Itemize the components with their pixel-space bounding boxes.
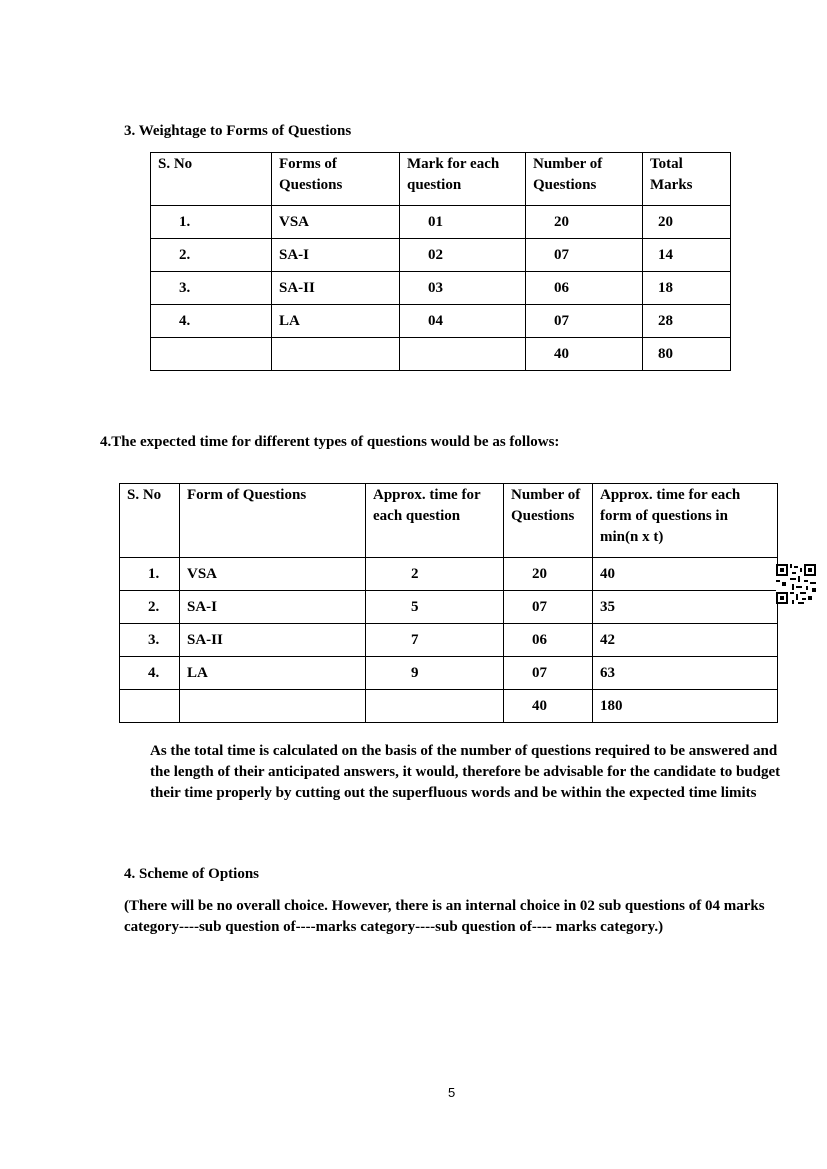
cell: SA-I [180, 591, 366, 624]
section-3-heading: 3. Weightage to Forms of Questions [124, 123, 352, 139]
cell: 180 [593, 690, 778, 723]
cell: 2 [366, 558, 504, 591]
cell: 63 [593, 657, 778, 690]
table-row [120, 690, 778, 723]
cell: 20 [504, 558, 593, 591]
cell: 06 [504, 624, 593, 657]
col-header: Mark for each question [400, 153, 526, 206]
cell [180, 690, 366, 723]
cell: 07 [526, 239, 643, 272]
cell: 20 [526, 206, 643, 239]
cell: VSA [272, 206, 400, 239]
col-header: S. No [120, 484, 180, 558]
table-row [151, 206, 731, 239]
col-header: Number of Questions [526, 153, 643, 206]
table-header-row [151, 153, 731, 206]
cell: 4. [151, 305, 272, 338]
table-row [120, 591, 778, 624]
options-text: (There will be no overall choice. However, there is an internal choice in 02 sub questions of 04 marks category----sub question of----marks category----sub question of---- marks category.) [124, 898, 765, 935]
cell: SA-II [272, 272, 400, 305]
cell: VSA [180, 558, 366, 591]
cell: LA [180, 657, 366, 690]
cell: 07 [526, 305, 643, 338]
col-header: Approx. time for each form of questions in min(n x t) [593, 484, 778, 558]
cell: 9 [366, 657, 504, 690]
col-header: Total Marks [643, 153, 731, 206]
cell: 80 [643, 338, 731, 371]
table-row [120, 624, 778, 657]
cell: 3. [120, 624, 180, 657]
cell: SA-II [180, 624, 366, 657]
table-row [151, 272, 731, 305]
cell: 7 [366, 624, 504, 657]
cell: 14 [643, 239, 731, 272]
cell [272, 338, 400, 371]
qr-code-icon [776, 564, 816, 604]
cell: 2. [151, 239, 272, 272]
cell: 01 [400, 206, 526, 239]
cell: 02 [400, 239, 526, 272]
cell: 40 [504, 690, 593, 723]
weightage-table [150, 152, 731, 371]
cell: 5 [366, 591, 504, 624]
cell: 2. [120, 591, 180, 624]
cell: 07 [504, 591, 593, 624]
cell: 1. [120, 558, 180, 591]
table-row [151, 239, 731, 272]
table-row [120, 657, 778, 690]
col-header: Approx. time for each question [366, 484, 504, 558]
cell: 04 [400, 305, 526, 338]
cell: 4. [120, 657, 180, 690]
cell [400, 338, 526, 371]
cell [366, 690, 504, 723]
cell: 40 [526, 338, 643, 371]
cell: 42 [593, 624, 778, 657]
cell: 3. [151, 272, 272, 305]
cell: SA-I [272, 239, 400, 272]
section-4-heading: 4.The expected time for different types of questions would be as follows: [100, 434, 560, 450]
options-heading: 4. Scheme of Options [124, 866, 259, 882]
cell [120, 690, 180, 723]
col-header: Number of Questions [504, 484, 593, 558]
cell: LA [272, 305, 400, 338]
col-header: S. No [151, 153, 272, 206]
table-row [120, 558, 778, 591]
cell: 20 [643, 206, 731, 239]
cell: 18 [643, 272, 731, 305]
cell: 1. [151, 206, 272, 239]
table-row [151, 338, 731, 371]
cell [151, 338, 272, 371]
cell: 35 [593, 591, 778, 624]
col-header: Forms of Questions [272, 153, 400, 206]
cell: 40 [593, 558, 778, 591]
col-header: Form of Questions [180, 484, 366, 558]
cell: 07 [504, 657, 593, 690]
page-number: 5 [448, 1085, 456, 1100]
cell: 03 [400, 272, 526, 305]
cell: 06 [526, 272, 643, 305]
cell: 28 [643, 305, 731, 338]
expected-time-table [119, 483, 778, 723]
time-budget-note: As the total time is calculated on the basis of the number of questions required to be answered and the length of their anticipated answers, it would, therefore be advisable for the candidate to budget their time properly by cutting out the superfluous words and be within the expected time limits [150, 743, 781, 801]
table-row [151, 305, 731, 338]
table-header-row [120, 484, 778, 558]
